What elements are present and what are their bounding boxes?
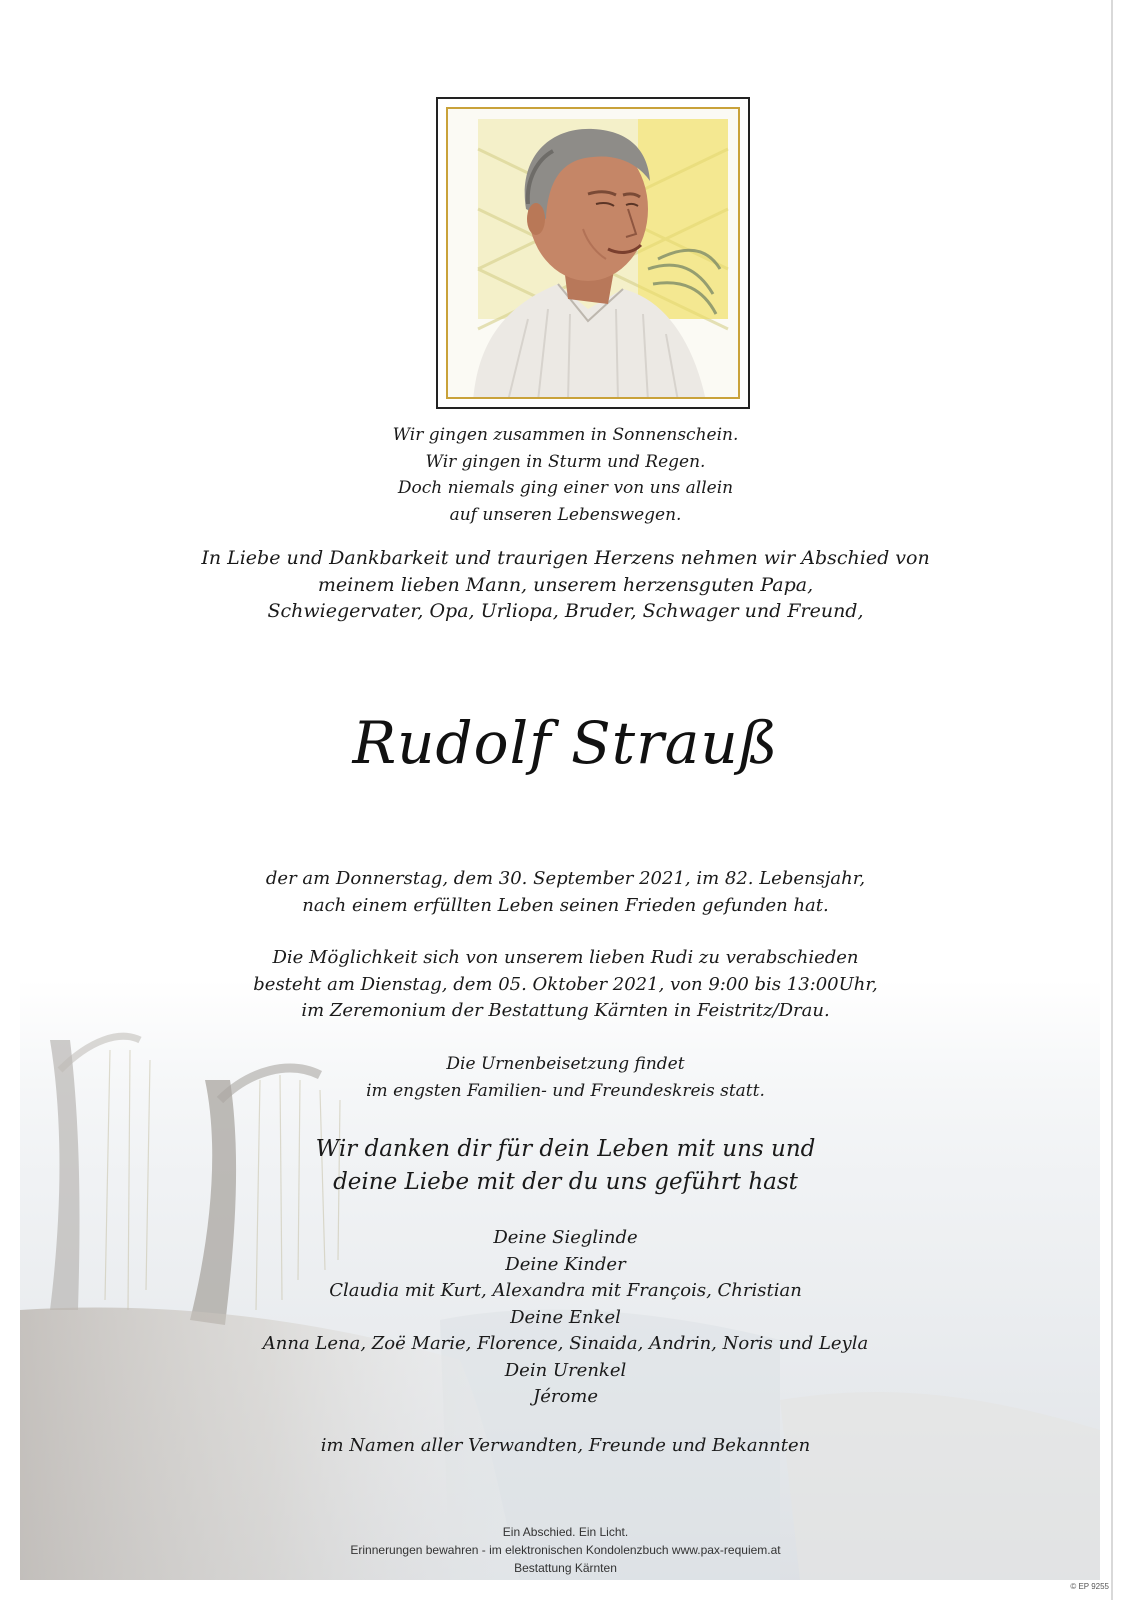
family-line: Anna Lena, Zoë Marie, Florence, Sinaida, Andrin, Noris und Leyla <box>262 1333 869 1354</box>
family-line: Deine Enkel <box>510 1306 621 1328</box>
intro-text <box>0 545 1131 625</box>
thanks-line: deine Liebe mit der du uns geführt hast <box>333 1169 798 1195</box>
poem <box>0 422 1131 528</box>
family-list <box>0 1225 1131 1411</box>
print-code: © EP 9255 <box>1070 1582 1109 1591</box>
poem-line: Doch niemals ging einer von uns allein <box>397 478 734 498</box>
intro-line: Schwiegervater, Opa, Urliopa, Bruder, Schwager und Freund, <box>267 600 864 622</box>
page-edge <box>1111 0 1113 1600</box>
thanks-line: Wir danken dir für dein Leben mit uns und <box>315 1136 816 1162</box>
footer-slogan: Ein Abschied. Ein Licht. <box>502 1525 629 1539</box>
portrait-photo-icon <box>448 109 740 399</box>
death-notice-line: der am Donnerstag, dem 30. September 2021, im 82. Lebensjahr, <box>265 868 866 889</box>
death-notice-line: nach einem erfüllten Leben seinen Frieden gefunden hat. <box>302 894 829 916</box>
closing-line: im Namen aller Verwandten, Freunde und Bekannten <box>320 1435 811 1456</box>
footer-funeral-home: Bestattung Kärnten <box>514 1561 617 1575</box>
family-line: Deine Kinder <box>505 1253 626 1275</box>
farewell-line: Die Möglichkeit sich von unserem lieben Rudi zu verabschieden <box>272 947 859 968</box>
thanks-text <box>0 1133 1131 1199</box>
family-line: Jérome <box>532 1386 599 1407</box>
intro-line: In Liebe und Dankbarkeit und traurigen Herzens nehmen wir Abschied von <box>201 547 930 569</box>
urn-line: im engsten Familien- und Freundeskreis statt. <box>366 1080 765 1101</box>
family-line: Dein Urenkel <box>504 1359 627 1381</box>
intro-line: meinem lieben Mann, unserem herzensguten Papa, <box>317 573 814 596</box>
footer <box>0 1523 1131 1577</box>
farewell-line: besteht am Dienstag, dem 05. Oktober 2021, von 9:00 bis 13:00Uhr, <box>253 973 878 995</box>
poem-line: Wir gingen in Sturm und Regen. <box>425 451 706 472</box>
portrait-frame <box>436 97 750 409</box>
portrait-photo <box>446 107 740 399</box>
farewell-line: im Zeremonium der Bestattung Kärnten in Feistritz/Drau. <box>301 1000 830 1021</box>
poem-line: Wir gingen zusammen in Sonnenschein. <box>392 425 739 445</box>
poem-line: auf unseren Lebenswegen. <box>449 504 682 525</box>
urn-line: Die Urnenbeisetzung findet <box>446 1054 685 1074</box>
deceased-name: Rudolf Strauß <box>352 709 779 777</box>
family-line: Deine Sieglinde <box>493 1227 638 1248</box>
footer-condolence-link[interactable]: Erinnerungen bewahren - im elektronischen Kondolenzbuch www.pax-requiem.at <box>350 1543 781 1557</box>
farewell-info <box>0 945 1131 1025</box>
death-notice <box>0 866 1131 919</box>
family-line: Claudia mit Kurt, Alexandra mit François, Christian <box>329 1280 802 1301</box>
urn-burial-info <box>0 1051 1131 1104</box>
